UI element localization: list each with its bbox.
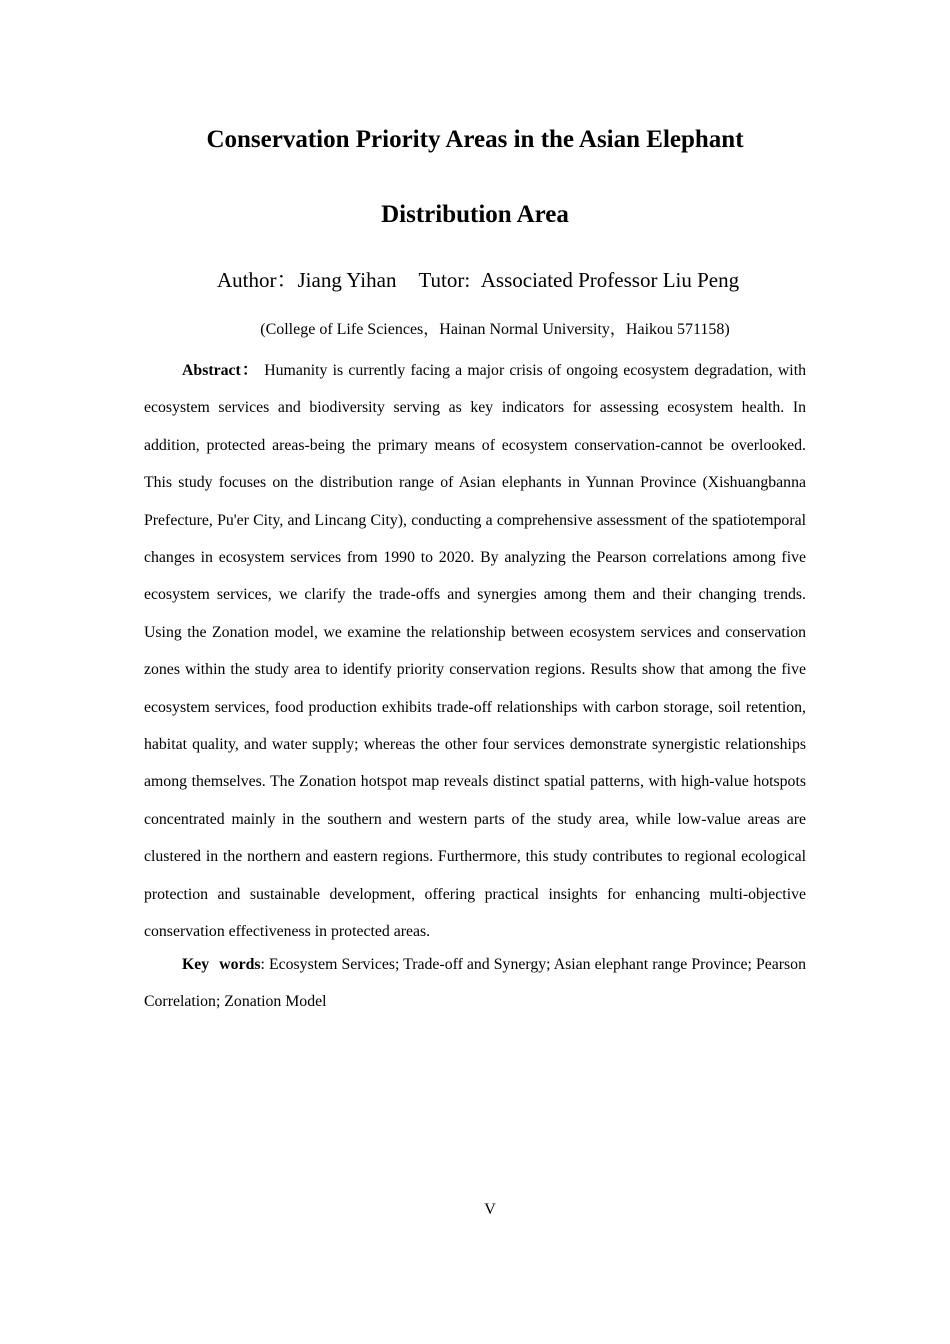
paper-title-line-2: Distribution Area bbox=[381, 201, 569, 228]
page-number: V bbox=[484, 1201, 496, 1218]
abstract-paragraph bbox=[144, 352, 806, 951]
paper-title-line-1: Conservation Priority Areas in the Asian Elephant bbox=[206, 126, 744, 153]
keywords-label: Key words bbox=[182, 956, 261, 973]
abstract-label: Abstract： bbox=[182, 362, 260, 379]
abstract-text: Humanity is currently facing a major crisis of ongoing ecosystem degradation, with ecosystem services and biodiversity serving as key indicators for assessing ecosystem health. In addition, protected areas-being the primary means of ecosystem conservation-cannot be overlooked. This study focuses on the distribution range of Asian elephants in Yunnan Province (Xishuangbanna Prefecture, Pu'er City, and Lincang City), conducting a comprehensive assessment of the spatiotemporal changes in ecosystem services from 1990 to 2020. By analyzing the Pearson correlations among five ecosystem services, we clarify the trade-offs and synergies among them and their changing trends. Using the Zonation model, we examine the relationship between ecosystem services and conservation zones within the study area to identify priority conservation regions. Results show that among the five ecosystem services, food production exhibits trade-off relationships with carbon storage, soil retention, habitat quality, and water supply; whereas the other four services demonstrate synergistic relationships among themselves. The Zonation hotspot map reveals distinct spatial patterns, with high-value hotspots concentrated mainly in the southern and western parts of the study area, while low-value areas are clustered in the northern and eastern regions. Furthermore, this study contributes to regional ecological protection and sustainable development, offering practical insights for enhancing multi-objective conservation effectiveness in protected areas. bbox=[144, 362, 806, 941]
author-line bbox=[217, 266, 857, 294]
author-label: Author： bbox=[217, 268, 298, 292]
tutor-label: Tutor: bbox=[418, 268, 471, 292]
abstract-section bbox=[144, 352, 806, 951]
keywords-section bbox=[144, 946, 806, 1021]
tutor-name: Associated Professor Liu Peng bbox=[480, 268, 740, 292]
keywords-text: : Ecosystem Services; Trade-off and Synergy; Asian elephant range Province; Pearson Correlation; Zonation Model bbox=[144, 956, 806, 1011]
keywords-paragraph bbox=[144, 946, 806, 1021]
author-name: Jiang Yihan bbox=[297, 268, 397, 292]
affiliation: (College of Life Sciences，Hainan Normal University，Haikou 571158) bbox=[260, 321, 730, 338]
